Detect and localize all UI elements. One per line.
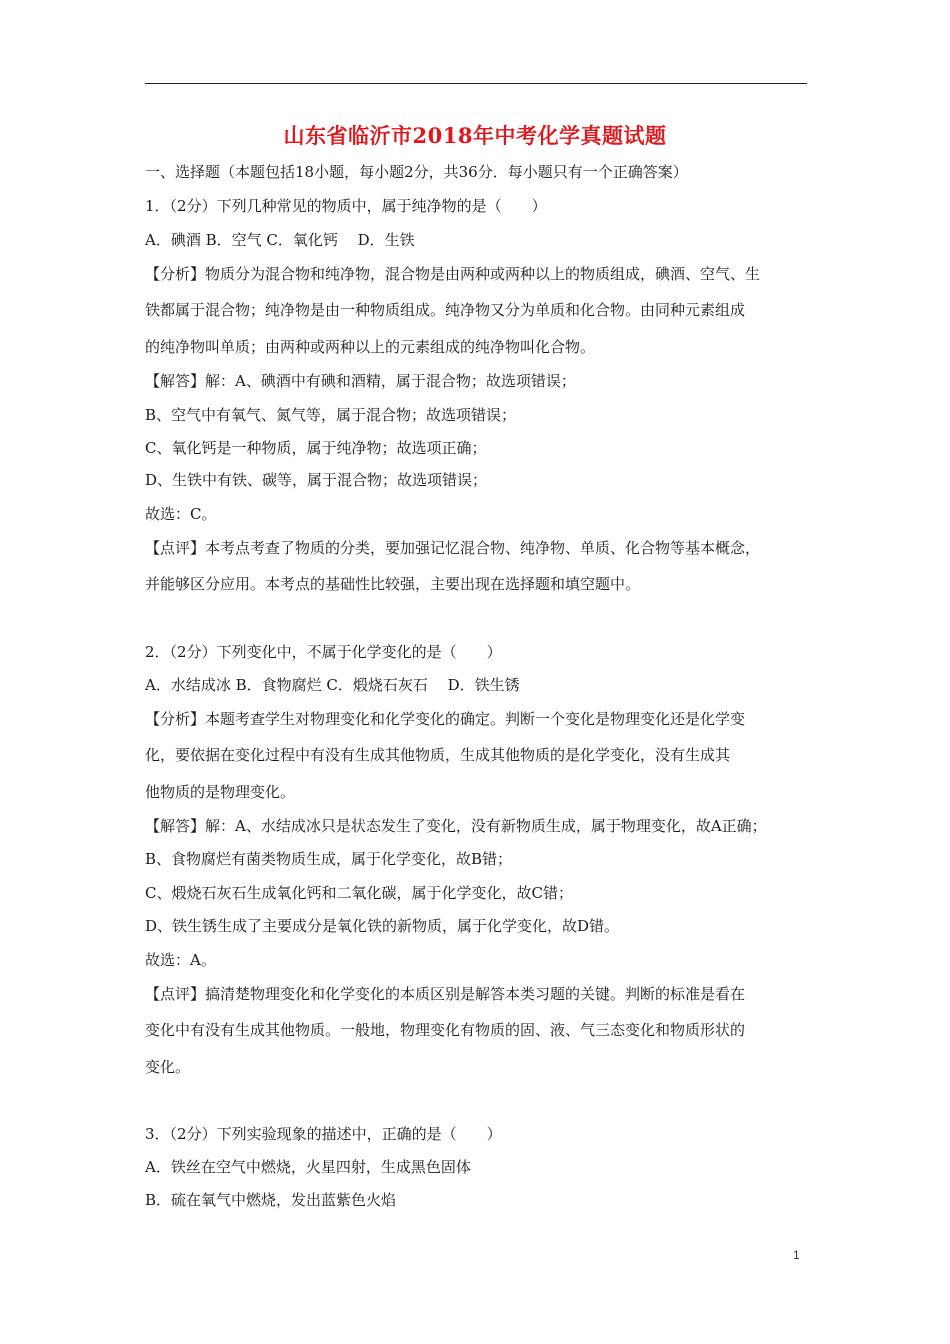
question-2-options: A．水结成冰 B．食物腐烂 C．煅烧石灰石 D．铁生锈 (145, 676, 520, 694)
question-2-answer-line: D、铁生锈生成了主要成分是氧化铁的新物质，属于化学变化，故D错。 (145, 917, 620, 935)
question-1-comment-line: 并能够区分应用。本考点的基础性比较强，主要出现在选择题和填空题中。 (145, 575, 641, 593)
question-1-analysis-line: 的纯净物叫单质；由两种或两种以上的元素组成的纯净物叫化合物。 (145, 338, 596, 356)
question-2-stem: 2．（2分）下列变化中，不属于化学变化的是（ ） (145, 643, 502, 661)
question-1-options: A．碘酒 B．空气 C．氧化钙 D．生铁 (145, 231, 415, 249)
question-3-stem: 3．（2分）下列实验现象的描述中，正确的是（ ） (145, 1125, 502, 1143)
question-2-choice: 故选：A。 (145, 951, 216, 969)
question-3-option-b: B．硫在氧气中燃烧，发出蓝紫色火焰 (145, 1191, 397, 1209)
question-1-analysis-line: 铁都属于混合物；纯净物是由一种物质组成。纯净物又分为单质和化合物。由同种元素组成 (145, 301, 746, 319)
question-2-analysis-line: 【分析】本题考查学生对物理变化和化学变化的确定。判断一个变化是物理变化还是化学变 (145, 710, 746, 728)
question-1-answer-line: D、生铁中有铁、碳等，属于混合物；故选项错误； (145, 471, 488, 489)
page-number: 1 (793, 1248, 800, 1262)
question-1-answer-line: B、空气中有氧气、氮气等，属于混合物；故选项错误； (145, 406, 517, 424)
question-2-comment-line: 【点评】搞清楚物理变化和化学变化的本质区别是解答本类习题的关键。判断的标准是看在 (145, 985, 746, 1003)
section-heading: 一、选择题（本题包括18小题，每小题2分，共36分．每小题只有一个正确答案） (145, 163, 688, 181)
question-2-answer-line: C、煅烧石灰石生成氧化钙和二氧化碳，属于化学变化，故C错； (145, 884, 573, 902)
question-1-answer-line: C、氧化钙是一种物质，属于纯净物；故选项正确； (145, 439, 487, 457)
document-title: 山东省临沂市2018年中考化学真题试题 (283, 123, 667, 148)
question-2-analysis-line: 他物质的是物理变化。 (145, 783, 296, 801)
question-2-answer-line: B、食物腐烂有菌类物质生成，属于化学变化，故B错； (145, 850, 513, 868)
question-1-comment-line: 【点评】本考点考查了物质的分类，要加强记忆混合物、纯净物、单质、化合物等基本概念， (145, 539, 761, 557)
question-1-stem: 1．（2分）下列几种常见的物质中，属于纯净物的是（ ） (145, 197, 547, 215)
question-2-comment-line: 变化中有没有生成其他物质。一般地，物理变化有物质的固、液、气三态变化和物质形状的 (145, 1021, 746, 1039)
question-2-analysis-line: 化，要依据在变化过程中有没有生成其他物质，生成其他物质的是化学变化，没有生成其 (145, 746, 731, 764)
question-1-answer-line: 【解答】解：A、碘酒中有碘和酒精，属于混合物；故选项错误； (145, 372, 576, 390)
question-3-option-a: A．铁丝在空气中燃烧，火星四射，生成黑色固体 (145, 1158, 471, 1176)
question-2-comment-line: 变化。 (145, 1058, 191, 1076)
header-rule (145, 83, 807, 84)
question-1-choice: 故选：C。 (145, 505, 217, 523)
question-2-answer-line: 【解答】解：A、水结成冰只是状态发生了变化，没有新物质生成，属于物理变化，故A正确； (145, 817, 767, 835)
question-1-analysis-line: 【分析】物质分为混合物和纯净物，混合物是由两种或两种以上的物质组成，碘酒、空气、生 (145, 265, 761, 283)
